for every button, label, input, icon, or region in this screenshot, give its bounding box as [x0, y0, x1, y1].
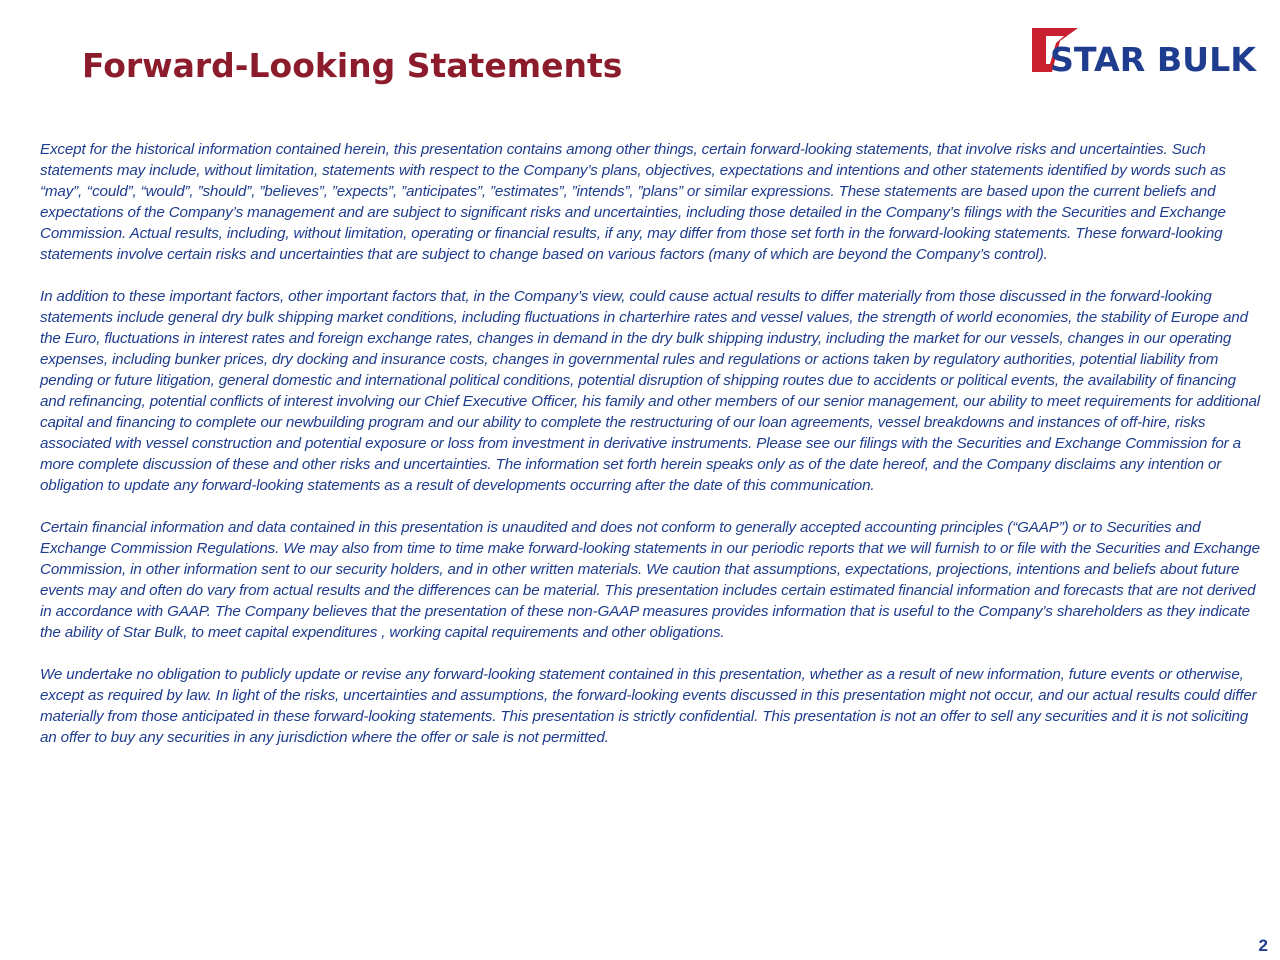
company-logo	[1030, 26, 1260, 74]
paragraph-financial-information: Certain financial information and data contained in this presentation is unaudited and does not conform to generally accepted accounting principles (“GAAP”) or to Securities and Exchange Commission Regulations. We may also from time to time make forward-looking statements in our periodic reports that we will furnish to or file with the Securities and Exchange Commission, in other information sent to our security holders, and in other written materials. We caution that assumptions, expectations, projections, intentions and beliefs about future events may and often do vary from actual results and the differences can be material. This presentation includes certain estimated financial information and forecasts that are not derived in accordance with GAAP. The Company believes that the presentation of these non-GAAP measures provides information that is useful to the Company’s shareholders as they indicate the ability of Star Bulk, to meet capital expenditures , working capital requirements and other obligations.	[40, 519, 1260, 641]
disclaimer-body	[40, 139, 1262, 769]
logo-text: STAR BULK	[1050, 40, 1258, 74]
page-number: 2	[1258, 936, 1268, 955]
paragraph-forward-looking: Except for the historical information contained herein, this presentation contains among other things, certain forward-looking statements, that involve risks and uncertainties. Such statements may include, without limitation, statements with respect to the Company’s plans, objectives, expectations and intentions and other statements identified by words such as “may”, ‘‘could”, “would”, ”should”, ”believes”, ”expects”, ”anticipates”, ”estimates”, ”intends”, ”plans” or similar expressions. These statements are based upon the current beliefs and expectations of the Company’s management and are subject to significant risks and uncertainties, including those detailed in the Company’s filings with the Securities and Exchange Commission. Actual results, including, without limitation, operating or financial results, if any, may differ from those set forth in the forward-looking statements. These forward-looking statements involve certain risks and uncertainties that are subject to change based on various factors (many of which are beyond the Company’s control).	[40, 141, 1226, 263]
slide-title: Forward-Looking Statements	[82, 46, 623, 85]
paragraph-no-obligation: We undertake no obligation to publicly update or revise any forward-looking statement contained in this presentation, whether as a result of new information, future events or otherwise, except as required by law. In light of the risks, uncertainties and assumptions, the forward-looking events discussed in this presentation might not occur, and our actual results could differ materially from those anticipated in these forward-looking statements. This presentation is strictly confidential. This presentation is not an offer to sell any securities and it is not soliciting an offer to buy any securities in any jurisdiction where the offer or sale is not permitted.	[40, 666, 1257, 746]
paragraph-important-factors: In addition to these important factors, other important factors that, in the Company’s view, could cause actual results to differ materially from those discussed in the forward-looking statements include general dry bulk shipping market conditions, including fluctuations in charterhire rates and vessel values, the strength of world economies, the stability of Europe and the Euro, fluctuations in interest rates and foreign exchange rates, changes in demand in the dry bulk shipping industry, including the market for our vessels, changes in our operating expenses, including bunker prices, dry docking and insurance costs, changes in governmental rules and regulations or actions taken by regulatory authorities, potential liability from pending or future litigation, general domestic and international political conditions, potential disruption of shipping routes due to accidents or political events, the availability of financing and refinancing, potential conflicts of interest involving our Chief Executive Officer, his family and other members of our senior management, our ability to meet requirements for additional capital and financing to complete our newbuilding program and our ability to complete the restructuring of our loan agreements, vessel breakdowns and instances of off-hire, risks associated with vessel construction and potential exposure or loss from investment in derivative instruments. Please see our filings with the Securities and Exchange Commission for a more complete discussion of these and other risks and uncertainties. The information set forth herein speaks only as of the date hereof, and the Company disclaims any intention or obligation to update any forward-looking statements as a result of developments occurring after the date of this communication.	[40, 288, 1261, 494]
